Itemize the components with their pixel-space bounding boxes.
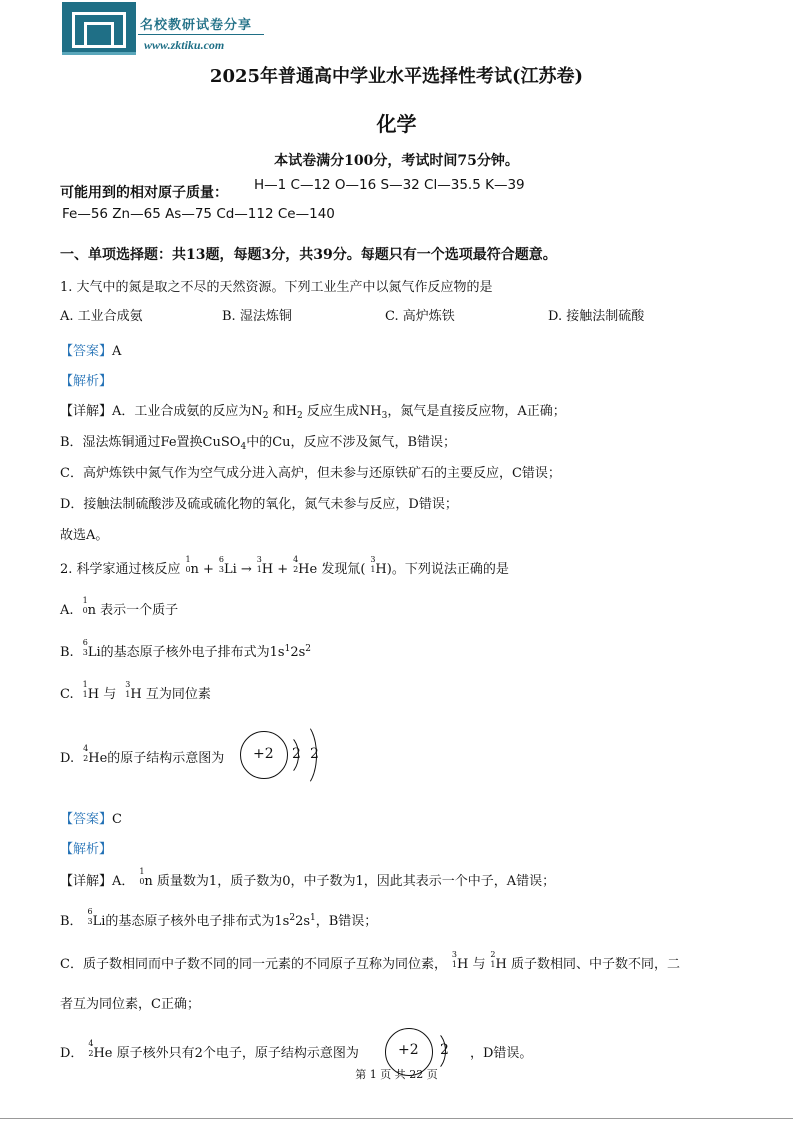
atomic-mass-line2: Fe—56 Zn—65 As—75 Cd—112 Ce—140 (62, 206, 335, 222)
q2-detail-d-end: ，D错误。 (470, 1046, 533, 1061)
stem-text: 2. 科学家通过核反应 (60, 562, 181, 577)
q2-detail-a: 【详解】A． 1 0 n 质量数为1，质子数为0，中子数为1，因此其表示一个中子，A错误； (60, 867, 556, 889)
nucleus-charge: +2 (253, 746, 274, 762)
q1-conclusion: 故选A。 (60, 528, 109, 543)
shell-electrons-2: 2 (310, 746, 319, 762)
q1-detail-b: B．湿法炼铜通过Fe置换CuSO$_4$中的Cu，反应不涉及氮气，B错误； (60, 435, 457, 452)
option-text: 的基态原子核外电子排布式为 (100, 645, 270, 660)
brand-name: 名校教研试卷分享 (140, 18, 253, 33)
q1-analysis-tag: 【解析】 (60, 374, 113, 389)
exam-title: 2025年普通高中学业水平选择性考试(江苏卷) (209, 66, 584, 87)
detail-text: C．质子数相同而中子数不同的同一元素的不同原子互称为同位素， (60, 957, 447, 972)
detail-text: 与 (472, 957, 486, 972)
q1-answer (60, 340, 121, 359)
detail-text: B．湿法炼铜通过Fe置换CuSO (60, 435, 241, 450)
option-letter: A. (60, 603, 78, 618)
option-text: 表示一个质子 (100, 603, 179, 618)
footer-divider (0, 1118, 793, 1119)
shell-electrons: 2 (440, 1042, 449, 1058)
stem-text: 发现氚( (321, 562, 366, 577)
exam-info: 本试卷满分100分，考试时间75分钟。 (274, 153, 519, 169)
q2-detail-c-line2: 者互为同位素，C正确； (60, 997, 200, 1012)
q1-option-b: B. 湿法炼铜 (222, 309, 292, 324)
q1-option-a: A. 工业合成氨 (60, 309, 143, 324)
q2-option-b: B. 6 3 Li的基态原子核外电子排布式为$1s^12s^2$ (60, 638, 312, 660)
q2-stem: 2. 科学家通过核反应 1 0 n + 6 3 Li → 3 1 H + 4 2 He 发现氚( 3 1 H)。下列说法正确的是 (60, 555, 509, 577)
nucleus-charge: +2 (398, 1042, 419, 1058)
exam-subject: 化学 (376, 112, 417, 136)
q2-option-c: C. 1 1 H 与 3 1 H 互为同位素 (60, 680, 211, 702)
logo-door (84, 22, 114, 48)
atom-diagram-option-d (240, 726, 350, 786)
q2-detail-d: D． 4 2 He 原子核外只有2个电子，原子结构示意图为 (60, 1039, 359, 1061)
brand-divider (138, 34, 264, 35)
detail-text: 反应生成NH (302, 404, 382, 419)
detail-text: 的基态原子核外电子排布式为 (105, 914, 275, 929)
detail-tag: 【详解】 (60, 404, 113, 419)
detail-text: 质子数相同、中子数不同，二 (510, 957, 680, 972)
section-heading: 一、单项选择题：共13题，每题3分，共39分。每题只有一个选项最符合题意。 (60, 247, 557, 263)
detail-text: ，氮气是直接反应物，A正确； (387, 404, 566, 419)
q2-analysis-tag: 【解析】 (60, 842, 113, 857)
detail-text: 和H (268, 404, 297, 419)
detail-text: ，B错误； (315, 914, 378, 929)
logo-bar (62, 52, 136, 55)
detail-tag: 【详解】 (60, 874, 113, 889)
q1-detail-d: D．接触法制硫酸涉及硫或硫化物的氧化，氮气未参与反应，D错误； (60, 497, 458, 512)
stem-text: )。下列说法正确的是 (386, 562, 509, 577)
answer-value: C (112, 812, 122, 827)
q2-answer (60, 808, 122, 827)
answer-tag: 【答案】 (60, 812, 113, 827)
answer-tag: 【答案】 (60, 344, 113, 359)
detail-text: A．工业合成氨的反应为N (112, 404, 263, 419)
answer-value: A (112, 344, 122, 359)
detail-text: 中的Cu，反应不涉及氮气，B错误； (246, 435, 457, 450)
shell-arc-2 (286, 722, 317, 788)
option-text: 互为同位素 (145, 687, 211, 702)
q1-detail-c: C．高炉炼铁中氮气作为空气成分进入高炉，但未参与还原铁矿石的主要反应，C错误； (60, 466, 561, 481)
atomic-mass-label: 可能用到的相对原子质量： (60, 185, 228, 201)
atomic-mass-line1: H—1 C—12 O—16 S—32 Cl—35.5 K—39 (254, 177, 525, 193)
q1-stem: 1. 大气中的氮是取之不尽的天然资源。下列工业生产中以氮气作反应物的是 (60, 280, 493, 295)
q1-option-d: D. 接触法制硫酸 (548, 309, 645, 324)
brand-url[interactable]: www.zktiku.com (144, 38, 225, 52)
option-text: 的原子结构示意图为 (107, 751, 225, 766)
option-letter: D. (60, 751, 79, 766)
detail-text: 原子核外只有2个电子，原子结构示意图为 (116, 1046, 359, 1061)
q2-detail-c-line1: C．质子数相同而中子数不同的同一元素的不同原子互称为同位素， 3 1 H 与 2 1 H 质子数相同、中子数不同，二 (60, 950, 680, 972)
q2-option-a: A. 1 0 n 表示一个质子 (60, 596, 179, 618)
option-letter: C. (60, 687, 78, 702)
q1-option-c: C. 高炉炼铁 (385, 309, 455, 324)
detail-text: B． (60, 914, 83, 929)
option-text: 与 (103, 687, 117, 702)
detail-text: 质量数为1，质子数为0，中子数为1，因此其表示一个中子，A错误； (156, 874, 556, 889)
q1-detail-a: 【详解】A．工业合成氨的反应为$N_2$ 和$H_2$ 反应生成$NH_3$，氮气是直接反应物，A正确； (60, 404, 566, 421)
option-letter: B. (60, 645, 78, 660)
q2-detail-b: B． 6 3 Li的基态原子核外电子排布式为$1s^22s^1$，B错误； (60, 907, 378, 929)
page-footer: 第 1 页 共 22 页 (355, 1068, 438, 1081)
shell-electrons-1: 2 (292, 746, 301, 762)
q2-option-d: D. 4 2 He的原子结构示意图为 (60, 744, 225, 766)
detail-text: D． (60, 1046, 84, 1061)
